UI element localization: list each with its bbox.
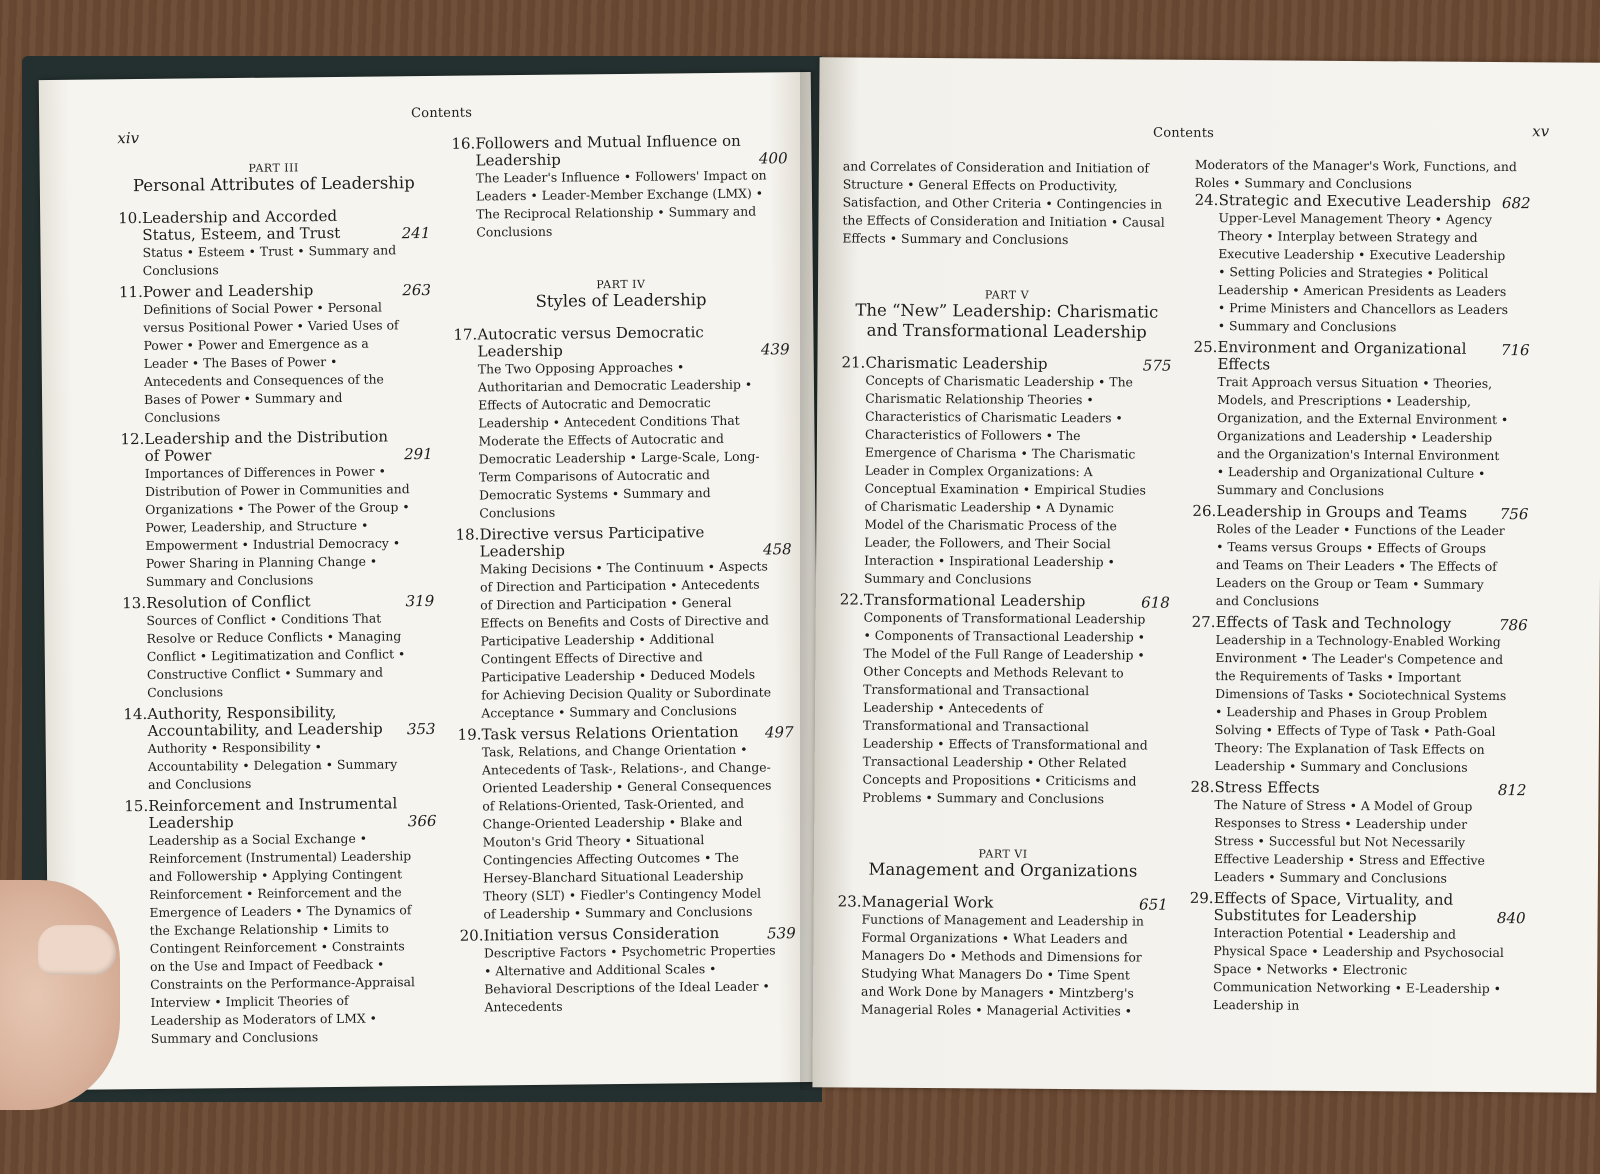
chapter-page: 840 <box>1496 909 1526 928</box>
chapter-sections: Status • Esteem • Trust • Summary and Conclusions <box>142 242 397 278</box>
chapter-number: 25. <box>1193 337 1218 357</box>
chapter-title: 13.Resolution of Conflict <box>122 592 311 613</box>
chapter-number: 26. <box>1192 501 1217 521</box>
chapter-number: 18. <box>455 525 480 544</box>
part-heading <box>842 287 1172 342</box>
chapter-page: 241 <box>401 223 431 243</box>
toc-entry <box>123 703 436 794</box>
toc-entry <box>1191 614 1528 777</box>
chapter-title: 23.Managerial Work <box>837 892 994 912</box>
part-title: Styles of Leadership <box>535 290 707 311</box>
toc-entry <box>840 354 1172 589</box>
page-number: xiv <box>117 129 140 148</box>
chapter-title: 19.Task versus Relations Orientation <box>457 722 739 744</box>
chapter-number: 21. <box>841 353 866 372</box>
chapter-title: 15.Reinforcement and Instrumental Leadership <box>124 794 398 832</box>
chapter-number: 13. <box>122 593 147 613</box>
chapter-number: 15. <box>124 796 149 816</box>
running-head: Contents <box>411 105 473 122</box>
chapter-title: 21.Charismatic Leadership <box>841 353 1048 373</box>
toc-entry <box>1193 339 1530 501</box>
running-head: Contents <box>1153 125 1215 142</box>
chapter-number: 17. <box>453 325 478 344</box>
chapter-sections: Leadership as a Social Exchange • Reinforcement (Instrumental) Leadership and Followership • Applying Contingent Reinforcement • Reinforcement and the Emergence of Leaders • The Dynamics of the Exchange Relationship • Limits to Contingent Reinforcement • Constraints on the Use and Impact of Feedback • Constraints on the Performance-Appraisal Interview • Implicit Theories of Leadership as Moderators of LMX • Summary and Conclusions <box>148 830 416 1046</box>
right-page <box>812 57 1600 1092</box>
chapter-sections: Task, Relations, and Change Orientation • Antecedents of Task-, Relations-, and Change-Oriented Leadership • General Consequences of Relations-Oriented, Task-Oriented, and Change-Oriented Leadership • Blake and Mouton's Grid Theory • Situational Contingencies Affecting Outcomes • The Hersey-Blanchard Situational Leadership Theory (SLT) • Fiedler's Contingency Model of Leadership • Summary and Conclusions <box>481 741 772 922</box>
part-heading <box>118 160 430 196</box>
chapter-number: 20. <box>459 926 484 945</box>
toc-entry <box>118 207 431 280</box>
chapter-sections: Authority • Responsibility • Accountability • Delegation • Summary and Conclusions <box>147 739 398 792</box>
chapter-sections: Descriptive Factors • Psychometric Properties • Alternative and Additional Scales • Behavioral Descriptions of the Ideal Leader • Antecedents <box>483 942 776 1015</box>
chapter-page: 756 <box>1499 505 1529 524</box>
chapter-title: 28.Stress Effects <box>1190 777 1320 797</box>
chapter-title: 17.Autocratic versus Democratic Leadership <box>453 323 704 361</box>
toc-entry <box>124 795 439 1048</box>
toc-entry <box>1190 779 1527 888</box>
chapter-number: 16. <box>451 134 476 153</box>
chapter-sections: The Leader's Influence • Followers' Impact on Leaders • Leader-Member Exchange (LMX) • The Reciprocal Relationship • Summary and Conclusions <box>475 167 767 240</box>
chapter-sections: Functions of Management and Leadership in Formal Organizations • What Leaders and Managers Do • Methods and Dimensions for Studying What Managers Do • Time Spent and Work Done by Managers • Mintzberg's Managerial Roles • Managerial Activities • <box>860 911 1144 1019</box>
chapter-page: 458 <box>762 540 792 559</box>
toc-entry <box>837 893 1168 1020</box>
toc-entry <box>453 323 791 523</box>
toc-entry <box>1192 503 1529 612</box>
chapter-page: 682 <box>1501 194 1531 213</box>
chapter-sections: Components of Transformational Leadership • Components of Transactional Leadership • The Model of the Full Range of Leadership • Other Concepts and Methods Relevant to Transformational and Transactional Leadership • Antecedents of Transformational and Transactional Leadership • Effects of Transformational and Transactional Leadership • Other Related Concepts and Propositions • Criticisms and Problems • Summary and Conclusions <box>862 609 1148 807</box>
chapter-page: 319 <box>405 591 435 611</box>
chapter-title: 27.Effects of Task and Technology <box>1191 612 1452 633</box>
chapter-page: 618 <box>1141 593 1170 612</box>
chapter-number: 22. <box>839 590 864 609</box>
thumb <box>38 925 116 975</box>
chapter-page: 366 <box>407 811 437 831</box>
page-number: xv <box>1532 122 1550 141</box>
part-title: Management and Organizations <box>868 859 1138 881</box>
chapter-number: 19. <box>457 725 482 744</box>
chapter-page: 497 <box>764 723 794 742</box>
chapter-number: 12. <box>120 429 145 449</box>
toc-column-left-2 <box>451 132 796 1020</box>
chapter-number: 11. <box>118 282 143 302</box>
chapter-title: 16.Followers and Mutual Influence on Leadership <box>451 131 741 170</box>
toc-entry <box>455 523 793 723</box>
chapter-title: 26.Leadership in Groups and Teams <box>1192 501 1468 522</box>
chapter-title: 11.Power and Leadership <box>118 281 314 302</box>
chapter-page: 353 <box>406 719 436 739</box>
toc-entry <box>838 591 1169 808</box>
chapter-sections: Roles of the Leader • Functions of the Leader • Teams versus Groups • Effects of Groups and Teams on Their Leaders • The Effects of Leaders on the Group or Team • Summary and Conclusions <box>1215 521 1505 609</box>
toc-entry <box>122 592 435 702</box>
chapter-number: 14. <box>123 704 148 724</box>
chapter-number: 27. <box>1191 612 1216 632</box>
continued-sections: Moderators of the Manager's Work, Functions, and Roles • Summary and Conclusions <box>1194 156 1517 192</box>
toc-column-right-1 <box>837 157 1173 1024</box>
part-heading <box>453 276 789 313</box>
part-label: PART VI <box>978 847 1028 861</box>
chapter-page: 786 <box>1498 616 1528 635</box>
toc-column-right-2 <box>1189 156 1531 1020</box>
part-label: PART V <box>984 288 1030 302</box>
chapter-page: 263 <box>402 280 432 300</box>
chapter-title: 14.Authority, Responsibility, Accountability, and Leadership <box>123 702 383 740</box>
chapter-page: 716 <box>1500 341 1530 360</box>
chapter-page: 291 <box>403 444 433 464</box>
chapter-sections: The Nature of Stress • A Model of Group Responses to Stress • Leadership under Stress • Successful but Not Necessarily Effective Leadership • Stress and Effective Leaders • Summary and Conclusions <box>1213 797 1485 886</box>
chapter-sections: Making Decisions • The Continuum • Aspects of Direction and Participation • Antecedents of Direction and Participation • General Effects on Benefits and Costs of Directive and Participative Leadership • Additional Contingent Effects of Directive and Participative Leadership • Deduced Models for Achieving Decision Quality or Subordinate Acceptance • Summary and Conclusions <box>479 558 772 721</box>
part-heading <box>838 846 1168 881</box>
chapter-title: 29.Effects of Space, Virtuality, and Substitutes for Leadership <box>1189 888 1454 926</box>
chapter-title: 22.Transformational Leadership <box>839 590 1086 611</box>
chapter-page: 400 <box>758 149 788 168</box>
left-page <box>39 72 822 1090</box>
chapter-sections: Definitions of Social Power • Personal versus Positional Power • Varied Uses of Power • Power and Emergence as a Leader • The Bases of Power • Antecedents and Consequences of the Bases of Power • Summary and Conclusions <box>143 299 399 425</box>
chapter-page: 651 <box>1138 895 1168 914</box>
chapter-title: 12.Leadership and the Distribution of Power <box>120 427 389 465</box>
chapter-title: 25.Environment and Organizational Effects <box>1193 337 1467 374</box>
toc-entry <box>119 281 432 427</box>
chapter-page: 539 <box>766 924 796 943</box>
part-title: Personal Attributes of Leadership <box>132 173 415 196</box>
chapter-sections: Importances of Differences in Power • Distribution of Power in Communities and Organizations • The Power of the Group • Power, Leadership, and Structure • Empowerment • Industrial Democracy • Power Sharing in Planning Change • Summary and Conclusions <box>144 463 410 589</box>
chapter-sections: Sources of Conflict • Conditions That Resolve or Reduce Conflicts • Managing Conflict • Legitimatization and Conflict • Constructive Conflict • Summary and Conclusions <box>146 610 406 700</box>
chapter-number: 23. <box>837 892 862 911</box>
chapter-page: 812 <box>1497 781 1527 800</box>
toc-column-left-1 <box>118 160 439 1052</box>
chapter-sections: Concepts of Charismatic Leadership • The Charismatic Relationship Theories • Characteristics of Charismatic Leaders • Characteristics of Followers • The Emergence of Charisma • The Charismatic Leader in Complex Organizations: A Conceptual Examination • Empirical Studies of Charismatic Leadership • A Dynamic Model of the Charismatic Process of the Leader, the Followers, and Their Social Interaction • Inspirational Leadership • Summary and Conclusions <box>863 372 1146 587</box>
chapter-sections: Trait Approach versus Situation • Theories, Models, and Prescriptions • Leadership, Organization, and the External Environment • Organizations and Leadership • Leadership and the Organization's Internal Environment • Leadership and Organizational Culture • Summary and Conclusions <box>1216 374 1509 499</box>
chapter-title: 18.Directive versus Participative Leadership <box>455 523 705 561</box>
chapter-number: 24. <box>1194 190 1219 210</box>
part-label: PART III <box>248 161 299 175</box>
toc-entry <box>1189 890 1526 1016</box>
chapter-title: 20.Initiation versus Consideration <box>459 923 720 945</box>
chapter-sections: Leadership in a Technology-Enabled Working Environment • The Leader's Competence and the Requirements of Tasks • Important Dimensions of Tasks • Sociotechnical Systems • Leadership and Phases in Group Problem Solving • Effects of Type of Task • Path-Goal Theory: The Explanation of Task Effects on Leadership • Summary and Conclusions <box>1214 632 1507 775</box>
toc-entry <box>458 723 796 924</box>
chapter-number: 10. <box>118 208 143 228</box>
chapter-sections: Interaction Potential • Leadership and Physical Space • Leadership and Psychosocial Space • Networks • Electronic Communication Networking • E-Leadership • Leadership in <box>1212 925 1504 1013</box>
toc-entry <box>1194 192 1531 337</box>
part-label: PART IV <box>596 277 646 292</box>
toc-entry <box>451 132 788 242</box>
chapter-number: 28. <box>1190 777 1215 797</box>
chapter-sections: Upper-Level Management Theory • Agency Theory • Interplay between Strategy and Executive Leadership • Executive Leadership • Setting Policies and Strategies • Political Leadership • American Presidents as Leaders • Prime Ministers and Chancellors as Leaders • Summary and Conclusions <box>1217 210 1509 335</box>
chapter-page: 439 <box>760 340 790 359</box>
continued-sections: and Correlates of Consideration and Initiation of Structure • General Effects on Productivity, Satisfaction, and Other Criteria • Contingencies in the Effects of Consideration and Initiation • Causal Effects • Summary and Conclusions <box>842 158 1165 248</box>
chapter-page: 575 <box>1142 356 1172 375</box>
chapter-title: 24.Strategic and Executive Leadership <box>1194 190 1492 211</box>
chapter-sections: The Two Opposing Approaches • Authoritarian and Democratic Leadership • Effects of Autocratic and Democratic Leadership • Antecedent Conditions That Moderate the Effects of Autocratic and Democratic Leadership • Large-Scale, Long-Term Comparisons of Autocratic and Democratic Systems • Summary and Conclusions <box>477 359 760 521</box>
toc-entry <box>120 428 434 591</box>
toc-entry <box>460 924 797 1017</box>
chapter-title: 10.Leadership and Accorded Status, Esteem, and Trust <box>118 206 341 244</box>
part-title: The “New” Leadership: Charismatic and Transformational Leadership <box>855 300 1159 342</box>
chapter-number: 29. <box>1189 888 1214 908</box>
